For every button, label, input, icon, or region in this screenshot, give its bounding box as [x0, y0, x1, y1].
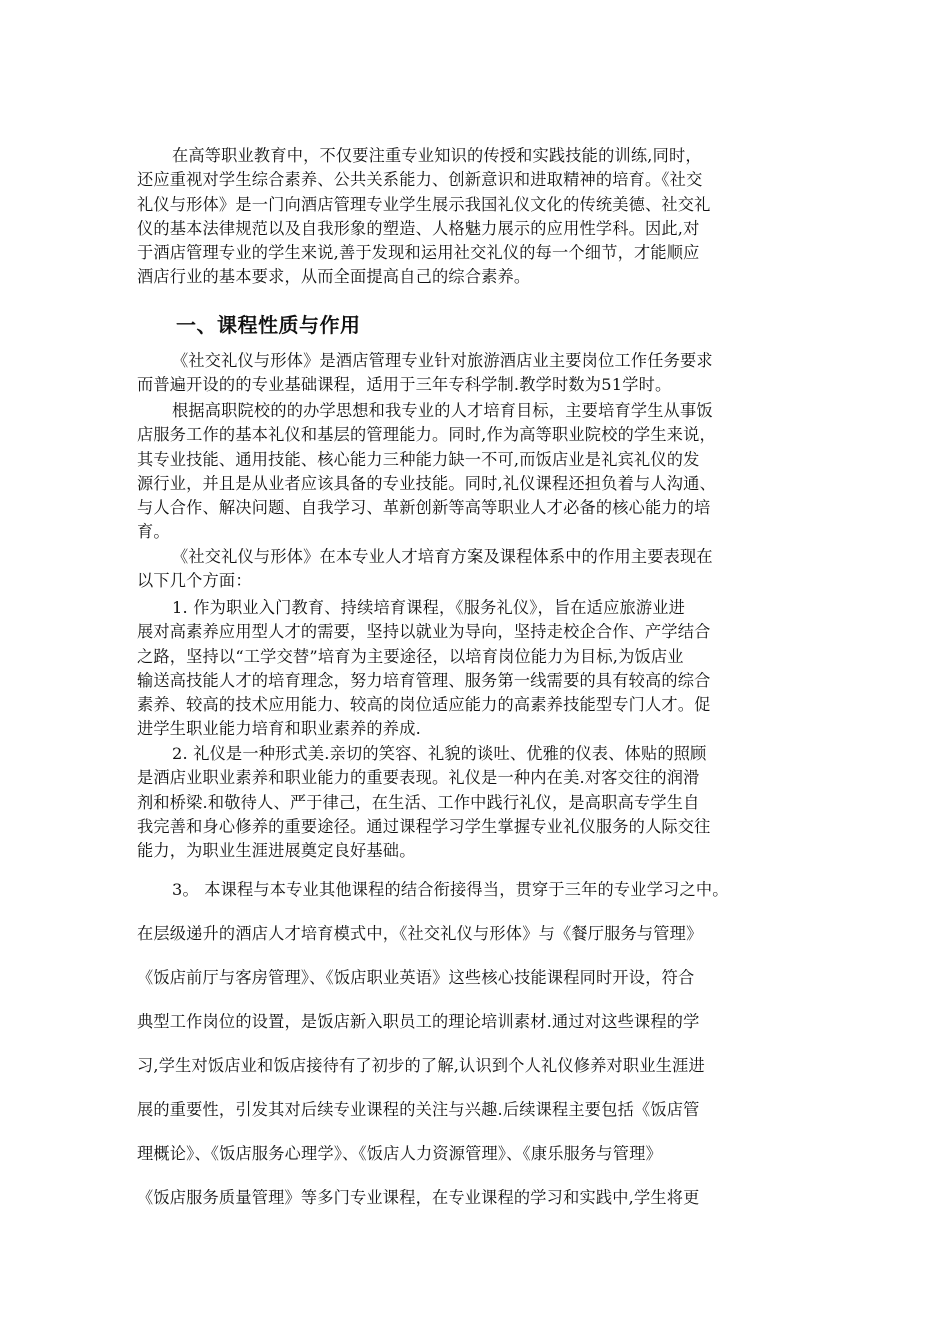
- text-line: 与人合作、解决问题、自我学习、革新创新等高等职业人才必备的核心能力的培: [137, 498, 711, 518]
- text-line: 《饭店服务质量管理》等多门专业课程，在专业课程的学习和实践中,学生将更: [137, 1188, 700, 1207]
- text-line: 《社交礼仪与形体》在本专业人才培育方案及课程体系中的作用主要表现在: [172, 547, 713, 566]
- text-line: 3。 本课程与本专业其他课程的结合衔接得当，贯穿于三年的专业学习之中。: [172, 880, 729, 899]
- text-line: 其专业技能、通用技能、核心能力三种能力缺一不可,而饭店业是礼宾礼仪的发: [137, 449, 700, 469]
- text-line: 2. 礼仪是一种形式美.亲切的笑容、礼貌的谈吐、优雅的仪表、体贴的照顾: [172, 744, 707, 763]
- text-line: 展对高素养应用型人才的需要，坚持以就业为导向，坚持走校企合作、产学结合: [137, 622, 711, 642]
- paragraph-course-nature: [137, 349, 829, 398]
- text-line: 在层级递升的酒店人才培育模式中，《社交礼仪与形体》与《餐厅服务与管理》: [137, 924, 703, 943]
- text-line: 源行业，并且是从业者应该具备的专业技能。同时,礼仪课程还担负着与人沟通、: [137, 473, 716, 493]
- text-line: 理概论》、《饭店服务心理学》、《饭店人力资源管理》、《康乐服务与管理》: [137, 1144, 662, 1163]
- text-line: 能力，为职业生涯进展奠定良好基础。: [137, 841, 416, 861]
- text-line: 酒店行业的基本要求，从而全面提高自己的综合素养。: [137, 267, 531, 287]
- list-item-2: [137, 742, 829, 863]
- text-line: 于酒店管理专业的学生来说,善于发现和运用社交礼仪的每一个细节，才能顺应: [137, 243, 700, 263]
- text-line: 育。: [137, 522, 170, 542]
- paragraph-training-goal: [137, 399, 829, 545]
- text-line: 而普遍开设的的专业基础课程，适用于三年专科学制.教学时数为51学时。: [137, 375, 672, 395]
- text-line: 是酒店业职业素养和职业能力的重要表现。礼仪是一种内在美.对客交往的润滑: [137, 768, 700, 788]
- list-item-3: [137, 868, 829, 1220]
- text-line: 剂和桥梁.和敬待人、严于律己，在生活、工作中践行礼仪，是高职高专学生自: [137, 792, 700, 812]
- intro-paragraph: [137, 144, 829, 290]
- text-line: 礼仪与形体》是一门向酒店管理专业学生展示我国礼仪文化的传统美德、社交礼: [137, 194, 711, 214]
- text-line: 店服务工作的基本礼仪和基层的管理能力。同时,作为高等职业院校的学生来说，: [137, 425, 716, 445]
- text-line: 还应重视对学生综合素养、公共关系能力、创新意识和进取精神的培育。《社交: [137, 170, 703, 190]
- text-line: 输送高技能人才的培育理念，努力培育管理、服务第一线需要的具有较高的综合: [137, 670, 711, 690]
- text-line: 我完善和身心修养的重要途径。通过课程学习学生掌握专业礼仪服务的人际交往: [137, 816, 711, 836]
- text-line: 素养、较高的技术应用能力、较高的岗位适应能力的高素养技能型专门人才。促: [137, 695, 711, 715]
- text-line: 《饭店前厅与客房管理》、《饭店职业英语》这些核心技能课程同时开设，符合: [137, 968, 695, 987]
- text-line: 仪的基本法律规范以及自我形象的塑造、人格魅力展示的应用性学科。因此,对: [137, 218, 700, 238]
- text-line: 根据高职院校的的办学思想和我专业的人才培育目标，主要培育学生从事饭: [172, 401, 713, 420]
- text-line: 典型工作岗位的设置，是饭店新入职员工的理论培训素材.通过对这些课程的学: [137, 1012, 700, 1031]
- text-line: 进学生职业能力培育和职业素养的养成.: [137, 719, 421, 739]
- text-line: 1. 作为职业入门教育、持续培育课程，《服务礼仪》，旨在适应旅游业进: [172, 598, 686, 617]
- text-line: 以下几个方面：: [137, 571, 252, 591]
- text-line: 之路，坚持以“工学交替”培育为主要途径，以培育岗位能力为目标,为饭店业: [137, 646, 684, 666]
- text-line: 在高等职业教育中，不仅要注重专业知识的传授和实践技能的训练,同时，: [172, 146, 702, 165]
- text-line: 《社交礼仪与形体》是酒店管理专业针对旅游酒店业主要岗位工作任务要求: [172, 351, 713, 370]
- text-line: 习,学生对饭店业和饭店接待有了初步的了解,认识到个人礼仪修养对职业生涯进: [137, 1056, 705, 1075]
- paragraph-role: [137, 545, 829, 594]
- section-heading: 一、课程性质与作用: [176, 313, 361, 337]
- text-line: 展的重要性，引发其对后续专业课程的关注与兴趣.后续课程主要包括《饭店管: [137, 1100, 700, 1119]
- list-item-1: [137, 596, 829, 742]
